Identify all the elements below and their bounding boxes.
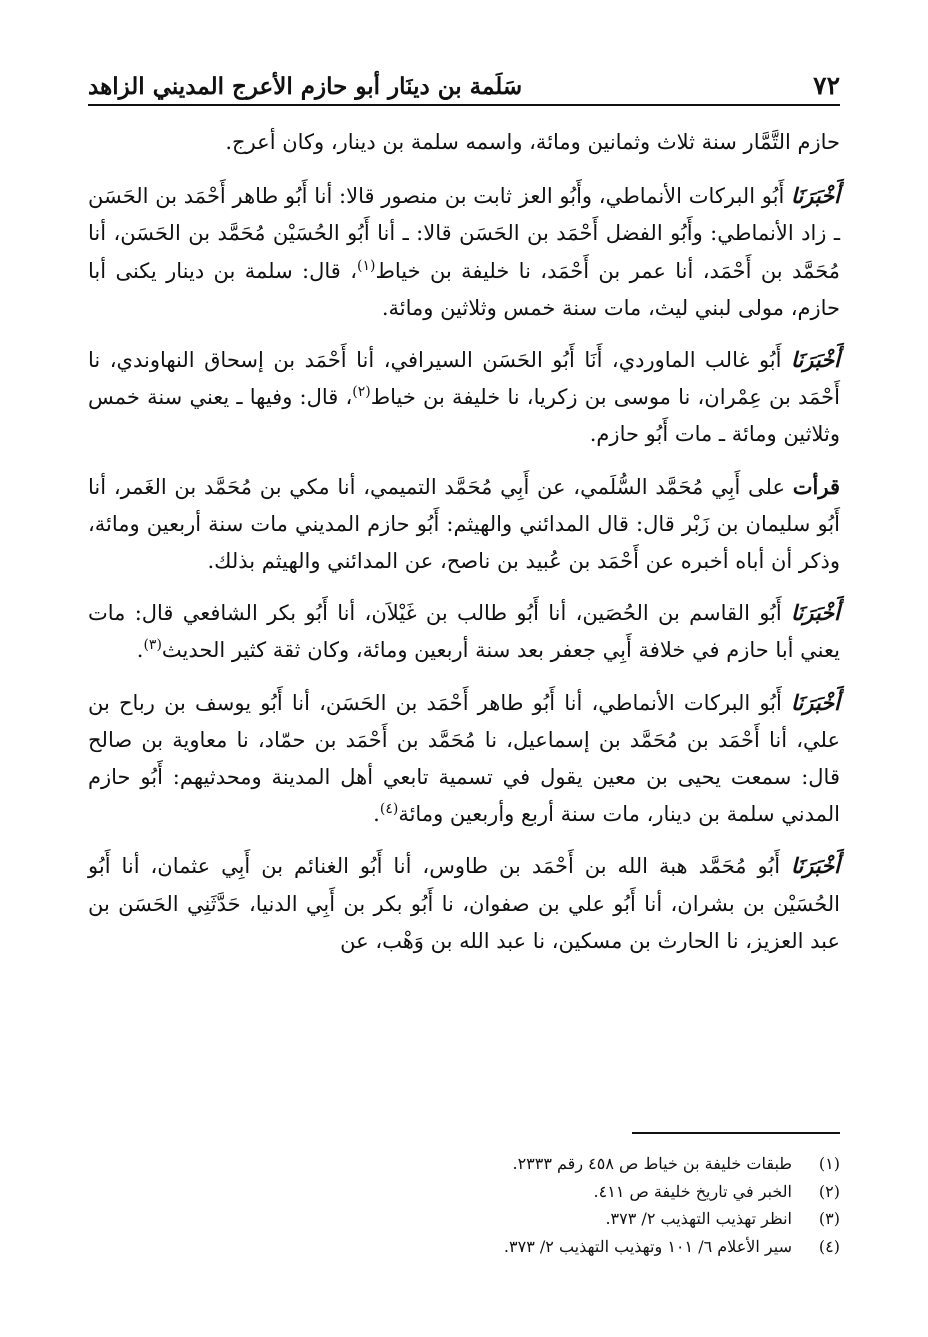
- footnote-ref: (٣): [143, 637, 162, 654]
- footnote-ref: (٤): [379, 801, 399, 818]
- isnad-keyword: أَخْبَرَنَا: [791, 183, 840, 209]
- paragraph-text: أَبُو غالب الماوردي، أَنَا أَبُو الحَسَن السيرافي، أنا أَحْمَد بن إسحاق النهاوندي، نا أَحْمَد بن عِمْران، نا موسى بن زكريا، نا خليفة بن خياط: [88, 348, 840, 410]
- footnotes: [200, 1150, 840, 1260]
- paragraph-4: [88, 468, 840, 581]
- footnote-number: (٢): [818, 1181, 840, 1201]
- paragraph-text: أَبُو البركات الأنماطي، وأَبُو العز ثابت بن منصور قالا: أنا أَبُو طاهر أَحْمَد بن الحَسَن ـ زاد الأنماطي: وأَبُو الفضل أَحْمَد بن الحَسَن قالا: ـ أنا أَبُو الحُسَيْن مُحَمَّد بن الحَسَن، أنا مُحَمَّد بن أَحْمَد، أنا عمر بن أَحْمَد، نا خليفة بن خياط: [88, 184, 840, 283]
- footnote-divider: [632, 1132, 840, 1134]
- paragraph-3: [88, 341, 840, 454]
- footnote-ref: (٢): [352, 384, 371, 401]
- paragraph-5: [88, 594, 840, 669]
- isnad-keyword: أَخْبَرَنَا: [791, 347, 840, 373]
- running-header: [88, 64, 840, 106]
- footnote-3: [200, 1205, 840, 1233]
- footnote-2: [200, 1178, 840, 1206]
- footnote-4: [200, 1233, 840, 1261]
- paragraph-text-end: ، قال: سلمة بن دينار يكنى أبا حازم، مولى لبني ليث، مات سنة خمس وثلاثين ومائة.: [88, 258, 840, 320]
- footnote-text: انظر تهذيب التهذيب ٢/ ٣٧٣.: [605, 1209, 792, 1228]
- paragraph-text: حازم التَّمَّار سنة ثلاث وثمانين ومائة، واسمه سلمة بن دينار، وكان أعرج.: [225, 130, 840, 154]
- footnote-number: (٣): [818, 1209, 840, 1228]
- footnote-1: [200, 1150, 840, 1178]
- paragraph-text-end: .: [136, 638, 144, 663]
- footnote-number: (٤): [818, 1236, 840, 1256]
- isnad-keyword: أَخْبَرَنَا: [791, 689, 840, 715]
- paragraph-text: أَبُو مُحَمَّد هبة الله بن أَحْمَد بن طاوس، أنا أَبُو الغنائم بن أَبِي عثمان، أنا أَبُو الحُسَيْن بن بشران، أنا أَبُو علي بن صفوان، نا أَبُو بكر بن أَبِي الدنيا، حَدَّثَنِي الحَسَن بن عبد العزيز، نا الحارث بن مسكين، نا عبد الله بن وَهْب، عن: [88, 854, 840, 953]
- running-header-title: سَلَمة بن دينَار أبو حازم الأعرج المديني الزاهد: [88, 73, 523, 100]
- main-text: [88, 124, 840, 974]
- footnote-text: سير الأعلام ٦/ ١٠١ وتهذيب التهذيب ٢/ ٣٧٣.: [503, 1236, 792, 1256]
- paragraph-6: [88, 684, 840, 834]
- paragraph-text: أَبُو القاسم بن الحُصَين، أنا أَبُو طالب بن غَيْلاَن، أنا أَبُو بكر الشافعي قال: مات يعني أبا حازم في خلافة أَبِي جعفر بعد سنة أربعين ومائة، وكان ثقة كثير الحديث: [88, 601, 840, 663]
- paragraph-text-end: ، قال: وفيها ـ يعني سنة خمس وثلاثين ومائة ـ مات أَبُو حازم.: [88, 385, 840, 447]
- paragraph-7: [88, 847, 840, 960]
- footnote-text: طبقات خليفة بن خياط ص ٤٥٨ رقم ٢٣٣٣.: [512, 1154, 792, 1173]
- footnote-ref: (١): [356, 257, 376, 274]
- isnad-keyword: أَخْبَرَنَا: [791, 853, 840, 879]
- paragraph-text: أَبُو البركات الأنماطي، أنا أَبُو طاهر أَحْمَد بن الحَسَن، أنا أَبُو يوسف بن رباح بن علي، أنا أَحْمَد بن مُحَمَّد بن إسماعيل، نا مُحَمَّد بن أَحْمَد بن حمّاد، نا معاوية بن صالح قال: سمعت يحيى بن معين يقول في تسمية تابعي أهل المدينة ومحدثيهم: أَبُو حازم المدني سلمة بن دينار، مات سنة أربع وأربعين ومائة: [88, 690, 840, 827]
- isnad-keyword: قرأت: [792, 473, 840, 499]
- paragraph-text-end: .: [373, 802, 380, 827]
- paragraph-1: [88, 124, 840, 161]
- page-number: ٧٢: [813, 71, 840, 100]
- footnote-number: (١): [818, 1154, 840, 1173]
- footnote-text: الخبر في تاريخ خليفة ص ٤١١.: [593, 1181, 792, 1201]
- isnad-keyword: أَخْبَرَنَا: [791, 600, 840, 626]
- paragraph-text: على أَبِي مُحَمَّد السُّلَمي، عن أَبِي مُحَمَّد التميمي، أنا مكي بن مُحَمَّد بن الغَمر، أنا أَبُو سليمان بن زَبْر قال: قال المدائني والهيثم: أَبُو حازم المديني مات سنة أربعين ومائة، وذكر أن أباه أخبره عن أَحْمَد بن عُبيد بن ناصح، عن المدائني والهيثم بذلك.: [88, 474, 840, 574]
- paragraph-2: [88, 177, 840, 327]
